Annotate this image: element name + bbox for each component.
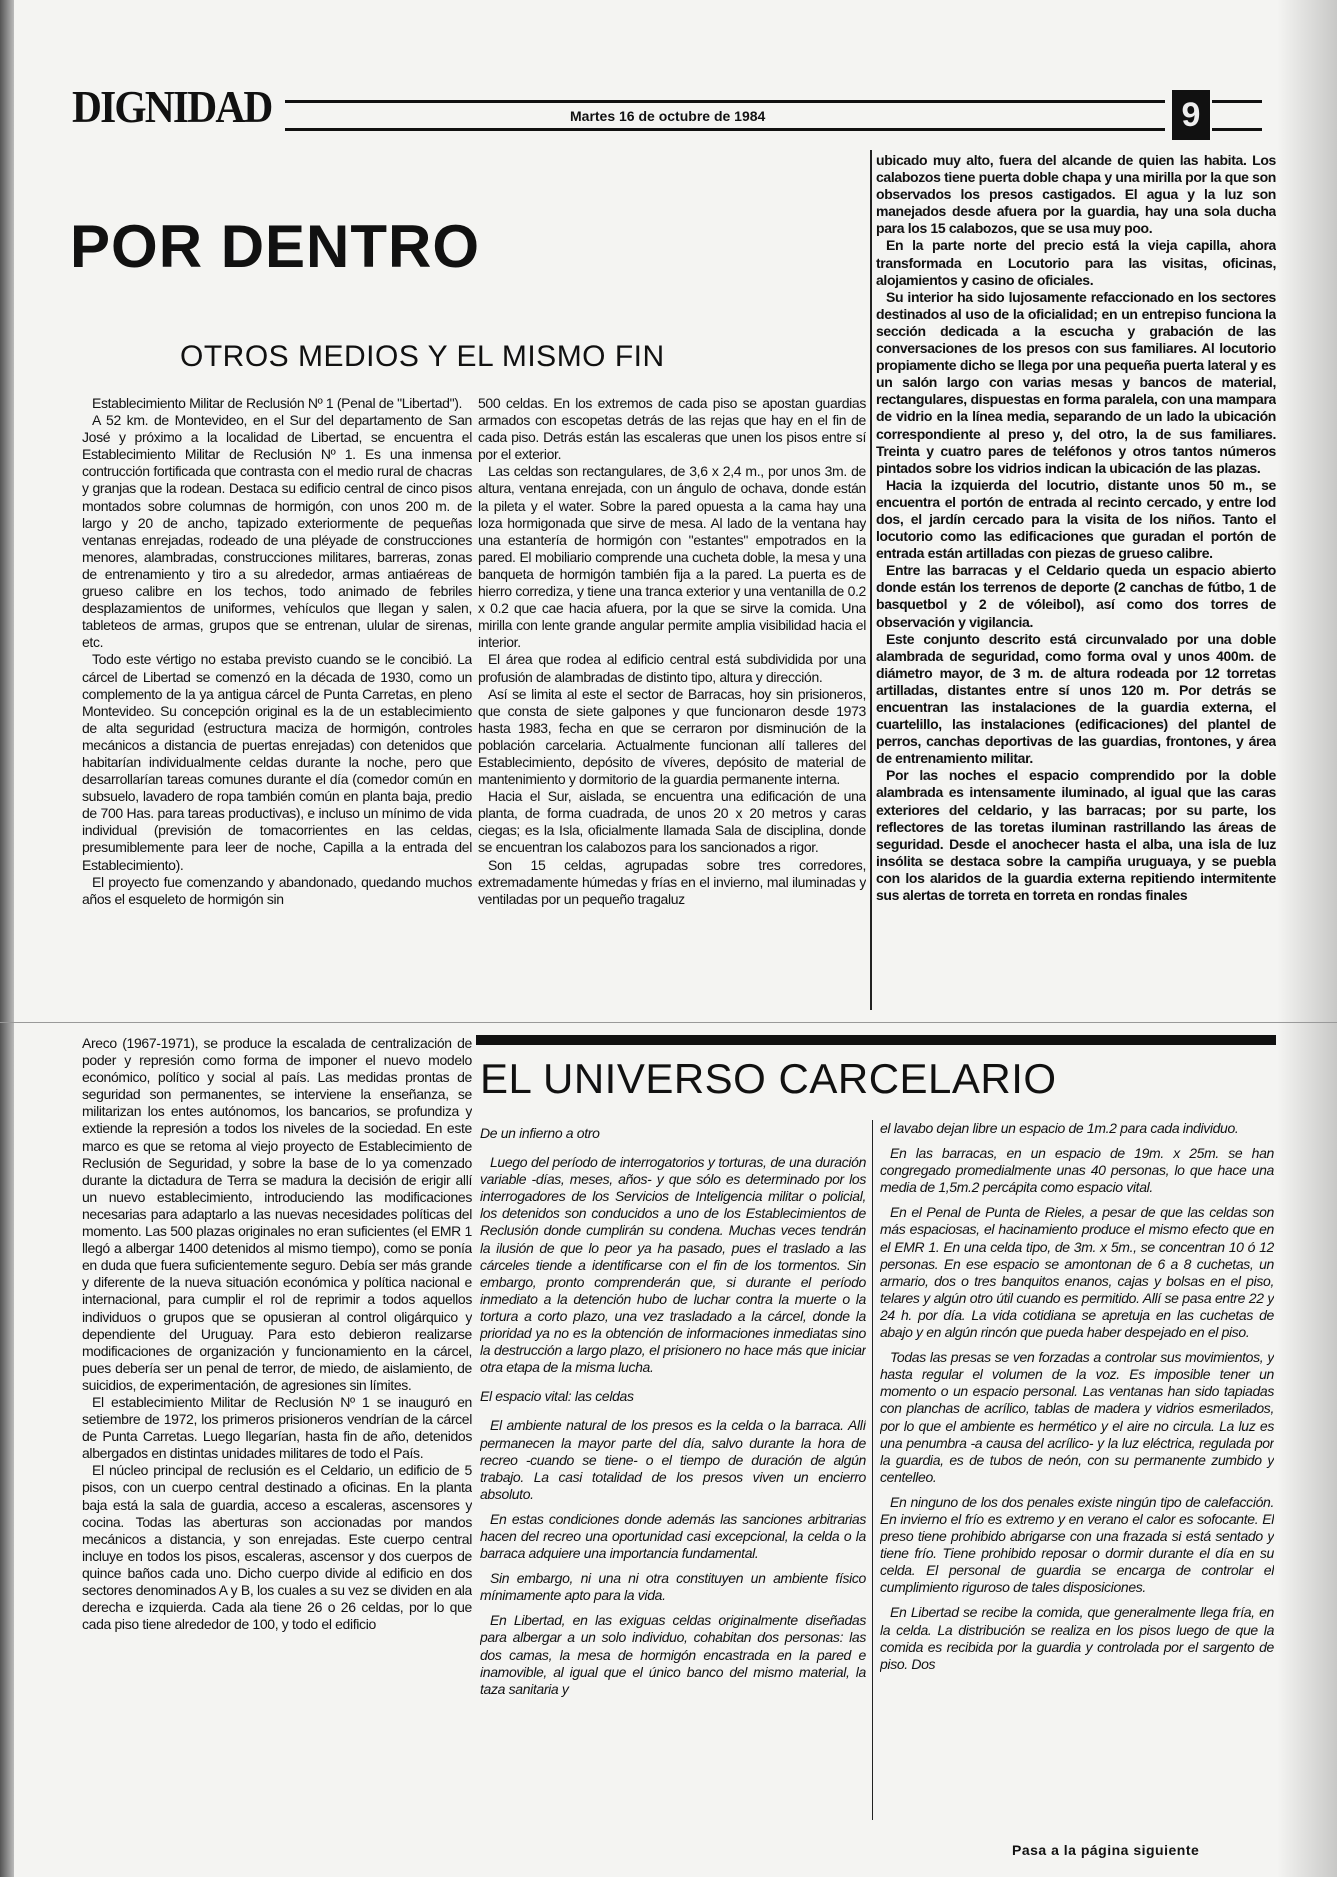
paragraph: Sin embargo, ni una ni otra constituyen un ambiente físico mínimamente apto para la vida.: [480, 1570, 866, 1604]
article-column-4: [82, 1035, 472, 1770]
masthead-rule-top: [285, 100, 1165, 103]
subheading: El espacio vital: las celdas: [480, 1388, 634, 1405]
masthead-logo: DIGNIDAD: [72, 81, 272, 132]
paragraph: El proyecto fue comenzando y abandonado, quedando muchos años el esqueleto de hormigón sin: [82, 873, 472, 907]
paragraph: El área que rodea al edificio central está subdividida por una profusión de alambradas de distinto tipo, altura y dirección.: [478, 651, 866, 685]
paragraph: Luego del período de interrogatorios y torturas, de una duración variable -días, meses, años- y que sólo es determinado por los interrogadores de los Servicios de Inteligencia militar o policial, los detenidos son conducidos a uno de los Establecimientos de Reclusión donde cumplirán su condena. Muchas veces tendrán la ilusión de que lo peor ya ha pasado, pues el traslado a las cárceles tiende a identificarse con el fin de los tormentos. Sin embargo, pronto comprenderán que, si durante el período inmediato a la detención hubo de luchar contra la muerte o la tortura a corto plazo, una vez trasladado a la cárcel, donde la prioridad ya no es la obtención de informaciones inmediatas sino la destrucción a largo plazo, el prisionero no hace más que iniciar otra etapa de la misma lucha.: [480, 1154, 866, 1376]
subheading: De un infierno a otro: [480, 1125, 600, 1141]
column-divider: [870, 150, 872, 1010]
paragraph: Hacia la izquierda del locutrio, distante unos 50 m., se encuentra el portón de entrada al recinto cercado, y entre lod dos, el jardín cercado para la visita de los niños. Tanto el locutorio como las edificaciones que guradan el portón de entrada están artilladas con piezas de grueso calibre.: [876, 476, 1276, 562]
issue-date: Martes 16 de octubre de 1984: [570, 108, 766, 124]
paragraph: Por las noches el espacio comprendido por la doble alambrada es intensamente iluminado, al igual que las caras exteriores del celdario, y las barracas; por su parte, los reflectores de las toretas iluminan rastrillando las áreas de seguridad. Desde el anochecer hasta el alba, una isla de luz insólita se destaca sobre la campiña uruguaya, y se puebla con los alaridos de la guardia externa repitiendo intermitente sus alertas de torreta en torreta en rondas finales: [876, 767, 1276, 904]
paragraph: El núcleo principal de reclusión es el Celdario, un edificio de 5 pisos, con un cuerpo central destinado a oficinas. En la planta baja está la sala de guardia, acceso a escaleras, ascensores y cocina. Todas las aberturas son accionadas por mandos mecánicos a distancia, y son enrejadas. Este cuerpo central incluye en todos los pisos, escaleras, ascensor y dos cuerpos de quince baños cada uno. Dicho cuerpo divide al edificio en dos sectores denominados A y B, los cuales a su vez se dividen en ala derecha e izquierda. Cada ala tiene 26 o 26 celdas, por lo que cada piso tiene alrededor de 100, y todo el edificio: [82, 1462, 472, 1633]
article-title: OTROS MEDIOS Y EL MISMO FIN: [180, 340, 665, 373]
paragraph: El establecimiento Militar de Reclusión Nº 1 se inauguró en setiembre de 1972, los primeros prisioneros vendrían de la cárcel de Punta Carretas. Luego llegarían, hasta fin de año, detenidos albergados en distintas unidades militares de todo el País.: [82, 1393, 472, 1462]
feature-title-bar: [476, 1035, 1276, 1045]
masthead-rule-right-bottom: [1212, 128, 1262, 131]
paragraph: Las celdas son rectangulares, de 3,6 x 2,4 m., por unos 3m. de altura, ventana enrejada, con un ángulo de ochava, donde están la pileta y el water. Sobre la pared opuesta a la cama hay una loza hormigonada que sirve de mesa. Al lado de la ventana hay una estantería de hormigón con "estantes" empotrados en la pared. El mobiliario comprende una cucheta doble, la mesa y una banqueta de hormigón también fija a la pared. La puerta es de hierro corrediza, y tiene una tranca exterior y una ventanilla de 0.2 x 0.2 que cae hacia afuera, por la que se sirve la comida. Una mirilla con lente grande angular permite amplia visibilidad hacia el interior.: [478, 463, 866, 651]
page-fold-line: [0, 1022, 1337, 1023]
paragraph: En la parte norte del precio está la vieja capilla, ahora transformada en Locutorio para las visitas, oficinas, alojamientos y casino de oficiales.: [876, 237, 1276, 288]
paragraph: 500 celdas. En los extremos de cada piso se apostan guardias armados con escopetas detrás de las rejas que hay en el fin de cada piso. Detrás están las escaleras que unen los pisos entre sí por el exterior.: [478, 395, 866, 463]
paragraph: En estas condiciones donde además las sanciones arbitrarias hacen del recreo una oportunidad casi excepcional, la celda o la barraca adquiere una importancia fundamental.: [480, 1510, 866, 1562]
masthead-rule-right-top: [1212, 100, 1262, 103]
section-headline: POR DENTRO: [70, 213, 481, 280]
paragraph: Entre las barracas y el Celdario queda un espacio abierto donde están los terrenos de deporte (2 canchas de fútbo, 1 de basquetbol y 2 de vóleibol), así como dos torres de observación y vigilancia.: [876, 562, 1276, 630]
masthead-rule-bottom: [285, 128, 1165, 131]
paragraph: Hacia el Sur, aislada, se encuentra una edificación de una planta, de forma cuadrada, de unos 20 x 20 metros y caras ciegas; es la Isla, oficialmente llamada Sala de disciplina, donde se encuentran los calabozos para los sancionados a rigor.: [478, 788, 866, 856]
paragraph: ubicado muy alto, fuera del alcande de quien las habita. Los calabozos tiene puerta doble chapa y una mirilla por la que son observados los presos castigados. El agua y la luz son manejados desde afuera por la guardia, hay una sola ducha para los 15 calabozos, que se usa muy poo.: [876, 152, 1276, 237]
paragraph: Así se limita al este el sector de Barracas, hoy sin prisioneros, que consta de siete galpones y que funcionaron desde 1973 hasta 1983, fecha en que se cerraron por disminución de la población carcelaria. Actualmente funcionan allí talleres del Establecimiento, depósito de víveres, depósito de material de mantenimiento y dormitorio de la guardia permanente interna.: [478, 685, 866, 788]
paragraph: Establecimiento Militar de Reclusión Nº 1 (Penal de "Libertad").: [92, 395, 463, 411]
paragraph: Su interior ha sido lujosamente refaccionado en los sectores destinados al uso de la oficialidad; en un entrepiso funciona la sección dedicada a la escucha y grabación de las conversaciones de los presos con sus familiares. Al locutorio propiamente dicho se llega por una pequeña puerta lateral y es un salón largo con varias mesas y bancos de material, rectangulares, dispuestas en forma paralela, con una mampara de vidrio en la línea media, separando de un lado la ubicación correspondiente al preso y, del otro, la de sus familiares. Treinta y cuatro pares de teléfonos y otros tantos números pintados sobre los vidrios indican la ubicación de las plazas.: [876, 288, 1276, 476]
paragraph: Son 15 celdas, agrupadas sobre tres corredores, extremadamente húmedas y frías en el invierno, mal iluminadas y ventiladas por un pequeño tragaluz: [478, 856, 866, 907]
paragraph: En ninguno de los dos penales existe ningún tipo de calefacción. En invierno el frío es extremo y en verano el calor es sofocante. El preso tiene prohibido abrigarse con una frazada si está sentado y tiene frío. Tiene prohibido reposar o dormir durante el día en su celda. El personal de guardia se encarga de controlar el cumplimiento riguroso de tales disposiciones.: [880, 1493, 1274, 1596]
article-column-2: [478, 395, 866, 1015]
continued-on-next-page: Pasa a la página siguiente: [1012, 1842, 1200, 1858]
paragraph: Todas las presas se ven forzadas a controlar sus movimientos, y hasta regular el volumen de la voz. Es imposible tener un momento o un espacio personal. Las ventanas han sido tapiadas con planchas de acrílico, tablas de madera y vidrios esmerilados, por lo que el ambiente es hermético y el aire no circula. La luz es una penumbra -a causa del acrílico- y la luz eléctrica, regulada por la guardia, es de tubos de neón, con su permanente zumbido y centelleo.: [880, 1349, 1274, 1485]
column-divider: [872, 1120, 873, 1820]
paragraph: En el Penal de Punta de Rieles, a pesar de que las celdas son más espaciosas, el hacinamiento produce el mismo efecto que en el EMR 1. En una celda tipo, de 3m. x 5m., se concentran 10 ó 12 personas. En ese espacio se amontonan de 6 a 8 cuchetas, un armario, dos o tres banquitos enanos, cajas y bolsas en el piso, telares y algún otro útil cuando es permitido. Allí se pasa entre 22 y 24 h. por día. La vida cotidiana se apretuja en las cuchetas de abajo y en algún rincón que pueda haber despejado en el piso.: [880, 1204, 1274, 1341]
feature-column-1: [480, 1125, 866, 1785]
paragraph: Areco (1967-1971), se produce la escalada de centralización de poder y represión como forma de imponer el nuevo modelo económico, político y social al país. Las medidas prontas de seguridad son permanentes, se interviene la enseñanza, se militarizan los entes autónomos, los bancarios, se profundiza y extiende la represión a todos los niveles de la sociedad. En este marco es que se retoma al viejo proyecto de Establecimiento de Reclusión de Seguridad, y sobre la base de lo ya comenzado durante la dictadura de Terra se madura la decisión de erigir allí un nuevo establecimiento, introduciendo las modificaciones necesarias para adaptarlo a las nuevas necesidades políticas del momento. Las 500 plazas originales no eran suficientes (el EMR 1 llegó a albergar 1400 detenidos al mismo tiempo), como se ponía en duda que fuera suficientemente seguro. Debía ser más grande y diferente de la nueva situación económica y política nacional e internacional, para cumplir el rol de reprimir a todos aquellos individuos o grupos que se opusieran al control oligárquico y dependiente del Uruguay. Para esto debieron realizarse modificaciones de organización y funcionamiento en la cárcel, pues debería ser un penal de terror, de miedo, de aislamiento, de suicidios, de experimentación, de agresiones sin límites.: [82, 1035, 472, 1393]
article-column-1: [82, 395, 472, 1015]
scan-edge-left: [0, 0, 14, 1877]
paragraph: En las barracas, en un espacio de 19m. x 25m. se han congregado promedialmente unas 40 personas, lo que hace una media de 1,5m.2 percápita como espacio vital.: [880, 1145, 1274, 1196]
paragraph: Todo este vértigo no estaba previsto cuando se le concibió. La cárcel de Libertad se comenzó en la década de 1930, como un complemento de la ya antigua cárcel de Punta Carretas, en pleno Montevideo. Su concepción original es la de un establecimiento de alta seguridad (estructura maciza de hormigón, controles mecánicos a distancia de puertas enrejadas) con detenidos que habitarían individualmente celdas durante la noche, pero que desarrollarían tareas comunes durante el día (comedor común en subsuelo, lavadero de ropa también común en planta baja, predio de 700 Has. para tareas productivas), e incluso un mínimo de vida individual (previsión de tomacorrientes en las celdas, presumiblemente para leer de noche, Capilla a la entrada del Establecimiento).: [82, 651, 472, 873]
paragraph: A 52 km. de Montevideo, en el Sur del departamento de San José y próximo a la localidad de Libertad, se encuentra el Establecimiento Militar de Reclusión Nº 1. Es una inmensa contrucción fortificada que contrasta con el medio rural de chacras y granjas que la rodean. Destaca su edificio central de cinco pisos montados sobre columnas de hormigón, con unos 200 m. de largo y 20 de ancho, tapizado exteriormente de pequeñas ventanas enrejadas, rodeado de una pléyade de construcciones menores, alambradas, construcciones militares, barreras, zonas de entrenamiento y tiro a su alrededor, armas antiaéreas de grueso calibre en los techos, todo animado de febriles desplazamientos de uniformes, vehículos que llegan y salen, tableteos de armas, grupos que se entrenan, ulular de sirenas, etc.: [82, 412, 472, 651]
paragraph: En Libertad se recibe la comida, que generalmente llega fría, en la celda. La distribución se realiza en los pisos luego de que la comida es recibida por la guardia y controlada por el sargento de piso. Dos: [880, 1604, 1274, 1672]
page-number: 9: [1172, 90, 1210, 140]
feature-title: EL UNIVERSO CARCELARIO: [480, 1055, 1057, 1102]
paragraph: En Libertad, en las exiguas celdas originalmente diseñadas para albergar a un solo individuo, cohabitan dos personas: las dos camas, la mesa de hormigón encastrada en la pared e inamovible, al igual que el único banco del mismo material, la taza sanitaria y: [480, 1612, 866, 1697]
paragraph: El ambiente natural de los presos es la celda o la barraca. Allí permanecen la mayor parte del día, salvo durante la hora de recreo -cuando se tiene- o el tiempo de duración de algún trabajo. La casi totalidad de los presos viven un encierro absoluto.: [480, 1417, 866, 1502]
paragraph: el lavabo dejan libre un espacio de 1m.2 para cada individuo.: [880, 1120, 1239, 1136]
paragraph: Este conjunto descrito está circunvalado por una doble alambrada de seguridad, como forma oval y unos 400m. de diámetro mayor, de 3 m. de altura rodeada por 12 torretas artilladas, distantes entre sí unos 120 m. Por detrás se encuentran las instalaciones de la guardia externa, el cuartelillo, las instalaciones (edificaciones) del plantel de perros, canchas deportivas de las guardias, frontones, y área de entrenamiento militar.: [876, 630, 1276, 767]
article-column-3: [876, 152, 1276, 1014]
feature-column-2: [880, 1120, 1274, 1832]
scan-edge-right: [1277, 0, 1337, 1877]
